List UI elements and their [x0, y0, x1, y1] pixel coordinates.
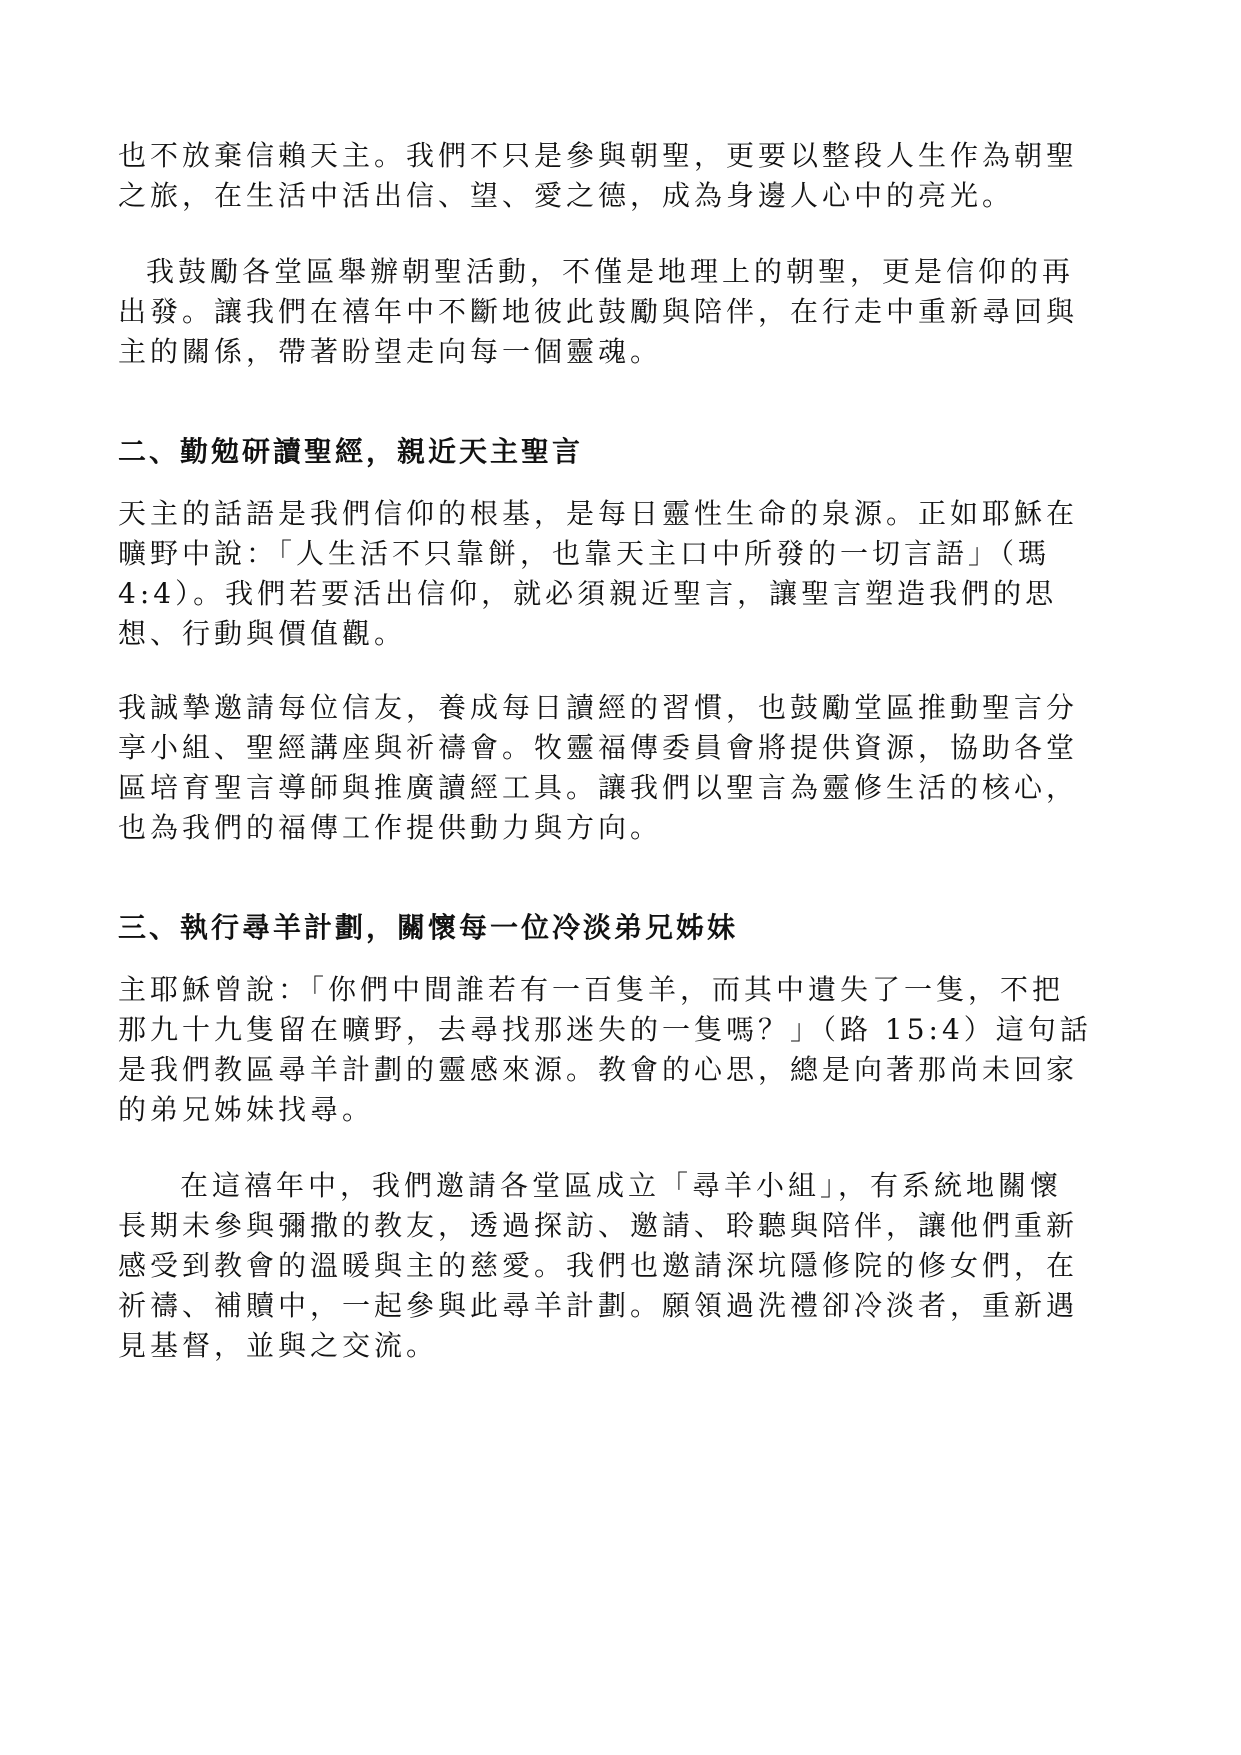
section-three-p1-line-1: 主耶穌曾說：「你們中間誰若有一百隻羊，而其中遺失了一隻，不把: [118, 973, 1065, 1006]
section-three-p2-line-2: 長期未參與彌撒的教友，透過探訪、邀請、聆聽與陪伴，讓他們重新: [118, 1209, 1079, 1242]
section-two-p1-line-2: 曠野中說：「人生活不只靠餅，也靠天主口中所發的一切言語」（瑪: [118, 537, 1051, 570]
pilgrimage-line-1: 我鼓勵各堂區舉辦朝聖活動，不僅是地理上的朝聖，更是信仰的再: [146, 255, 1075, 288]
section-three-p1-line-2: 那九十九隻留在曠野，去尋找那迷失的一隻嗎？」（路 15:4）這句話: [118, 1013, 1092, 1046]
pilgrimage-line-2: 出發。讓我們在禧年中不斷地彼此鼓勵與陪伴，在行走中重新尋回與: [118, 295, 1079, 328]
section-three-p1-line-3: 是我們教區尋羊計劃的靈感來源。教會的心思，總是向著那尚未回家: [118, 1053, 1079, 1086]
section-three-p1-line-4: 的弟兄姊妹找尋。: [118, 1093, 375, 1126]
section-two-p1-line-4: 想、行動與價值觀。: [118, 617, 407, 650]
section-two-p2-line-1: 我誠摯邀請每位信友，養成每日讀經的習慣，也鼓勵堂區推動聖言分: [118, 691, 1079, 724]
section-three-p2-line-5: 見基督，並與之交流。: [118, 1329, 439, 1362]
section-two-p1-line-3: 4:4）。我們若要活出信仰，就必須親近聖言，讓聖言塑造我們的思: [118, 577, 1058, 610]
section-three-p2-line-1: 在這禧年中，我們邀請各堂區成立「尋羊小組」，有系統地關懷: [180, 1169, 1063, 1202]
section-two-p1-line-1: 天主的話語是我們信仰的根基，是每日靈性生命的泉源。正如耶穌在: [118, 497, 1079, 530]
intro-line-2: 之旅，在生活中活出信、望、愛之德，成為身邊人心中的亮光。: [118, 179, 1015, 212]
section-three-p2-line-3: 感受到教會的溫暖與主的慈愛。我們也邀請深坑隱修院的修女們，在: [118, 1249, 1079, 1282]
section-two-p2-line-4: 也為我們的福傳工作提供動力與方向。: [118, 811, 663, 844]
section-two-p2-line-2: 享小組、聖經講座與祈禱會。牧靈福傳委員會將提供資源，協助各堂: [118, 731, 1079, 764]
section-three-p2-line-4: 祈禱、補贖中，一起參與此尋羊計劃。願領過洗禮卻冷淡者，重新遇: [118, 1289, 1079, 1322]
section-two-p2-line-3: 區培育聖言導師與推廣讀經工具。讓我們以聖言為靈修生活的核心，: [118, 771, 1079, 804]
section-three-heading: 三、執行尋羊計劃，關懷每一位冷淡弟兄姊妹: [118, 911, 739, 944]
section-two-heading: 二、勤勉研讀聖經，親近天主聖言: [118, 435, 584, 468]
pilgrimage-line-3: 主的關係，帶著盼望走向每一個靈魂。: [118, 335, 663, 368]
intro-line-1: 也不放棄信賴天主。我們不只是參與朝聖，更要以整段人生作為朝聖: [118, 139, 1079, 172]
